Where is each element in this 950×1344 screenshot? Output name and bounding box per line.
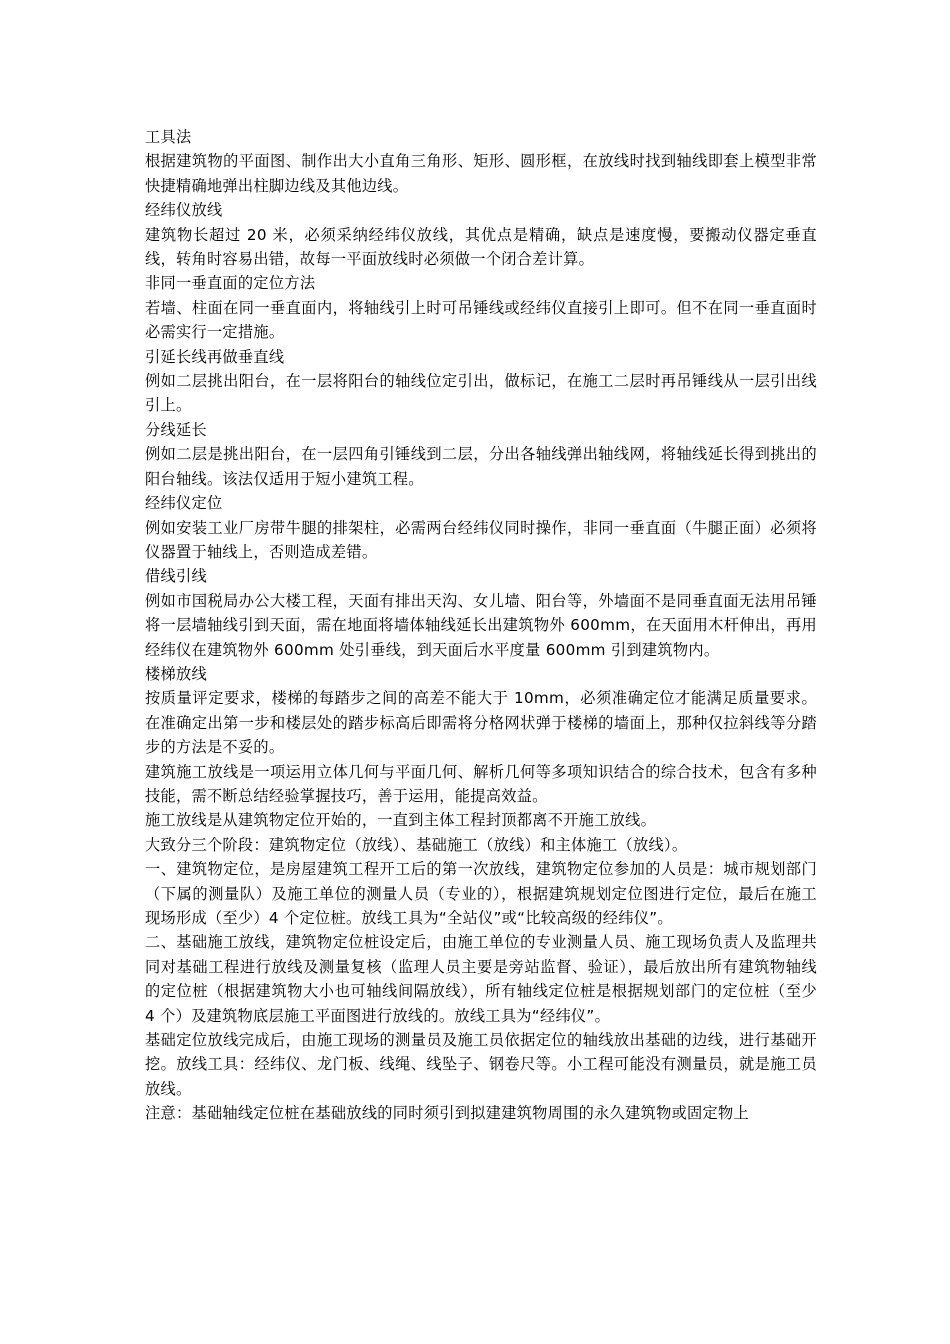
paragraph-theodolite-positioning: 例如安装工业厂房带牛腿的排架柱，必需两台经纬仪同时操作，非同一垂直面（牛腿正面）必须将仪器置于轴线上，否则造成差错。 [145,518,817,561]
heading-non-coplanar-positioning: 非同一垂直面的定位方法 [145,274,316,293]
paragraph-extension-then-vertical: 例如二层挑出阳台，在一层将阳台的轴线位定引出，做标记，在施工二层时再吊锤线从一层引出线引上。 [145,372,817,415]
paragraph-layout-technique: 建筑施工放线是一项运用立体几何与平面几何、解析几何等多项知识结合的综合技术，包含有多种技能，需不断总结经验掌握技巧，善于运用，能提高效益。 [145,762,817,805]
paragraph-borrowed-line: 例如市国税局办公大楼工程，天面有排出天沟、女儿墙、阳台等，外墙面不是同垂直面无法用吊锤将一层墙轴线引到天面，需在地面将墙体轴线延长出建筑物外 600mm，在天面用木杆伸出，再用经纬仪在建筑物外 600mm 处引垂线，到天面后水平度量 600mm 引到建筑物内。 [145,591,817,659]
heading-extension-then-vertical: 引延长线再做垂直线 [145,347,285,366]
paragraph-non-coplanar-positioning: 若墙、柱面在同一垂直面内，将轴线引上时可吊锤线或经纬仪直接引上即可。但不在同一垂直面时必需实行一定措施。 [145,298,817,342]
paragraph-line-extension: 例如二层是挑出阳台，在一层四角引锤线到二层，分出各轴线弹出轴线网，将轴线延长得到挑出的阳台轴线。该法仅适用于短小建筑工程。 [145,445,817,488]
heading-stair-layout: 楼梯放线 [145,664,207,683]
paragraph-stage-one: 一、建筑物定位，是房屋建筑工程开工后的第一次放线，建筑物定位参加的人员是：城市规划部门（下属的测量队）及施工单位的测量人员（专业的），根据建筑规划定位图进行定位，最后在施工现场形成（至少）4 个定位桩。放线工具为“全站仪”或“比较高级的经纬仪”。 [145,860,817,927]
heading-borrowed-line: 借线引线 [145,567,207,586]
paragraph-note: 注意：基础轴线定位桩在基础放线的同时须引到拟建建筑物周围的永久建筑物或固定物上 [145,1104,750,1123]
paragraph-layout-scope: 施工放线是从建筑物定位开始的，一直到主体工程封顶都离不开施工放线。 [145,811,657,830]
paragraph-stair-layout: 按质量评定要求，楼梯的每踏步之间的高差不能大于 10mm，必须准确定位才能满足质量要求。在准确定出第一步和楼层处的踏步标高后即需将分格网状弹于楼梯的墙面上，那种仅拉斜线等分踏步的方法是不妥的。 [145,689,817,757]
paragraph-tool-method: 根据建筑物的平面图、制作出大小直角三角形、矩形、圆形框，在放线时找到轴线即套上模型非常快捷精确地弹出柱脚边线及其他边线。 [145,152,817,195]
heading-line-extension: 分线延长 [145,420,207,439]
heading-theodolite-layout: 经纬仪放线 [145,201,223,220]
heading-tool-method: 工具法 [145,128,192,146]
document-body [145,125,817,1126]
paragraph-theodolite-layout: 建筑物长超过 20 米，必须采纳经纬仪放线，其优点是精确，缺点是速度慢，要搬动仪器定垂直线，转角时容易出错，故每一平面放线时必须做一个闭合差计算。 [145,225,817,269]
paragraph-three-stages: 大致分三个阶段：建筑物定位（放线）、基础施工（放线）和主体施工（放线）。 [145,835,688,854]
paragraph-stage-two: 二、基础施工放线，建筑物定位桩设定后，由施工单位的专业测量人员、施工现场负责人及监理共同对基础工程进行放线及测量复核（监理人员主要是旁站监督、验证），最后放出所有建筑物轴线的定位桩（根据建筑物大小也可轴线间隔放线），所有轴线定位桩是根据规划部门的定位桩（至少 4 个）及建筑物底层施工平面图进行放线的。放线工具为“经纬仪”。 [145,933,817,1025]
heading-theodolite-positioning: 经纬仪定位 [145,494,223,513]
paragraph-foundation-excavation: 基础定位放线完成后，由施工现场的测量员及施工员依据定位的轴线放出基础的边线，进行基础开挖。放线工具：经纬仪、龙门板、线绳、线坠子、钢卷尺等。小工程可能没有测量员，就是施工员放线。 [145,1031,817,1098]
